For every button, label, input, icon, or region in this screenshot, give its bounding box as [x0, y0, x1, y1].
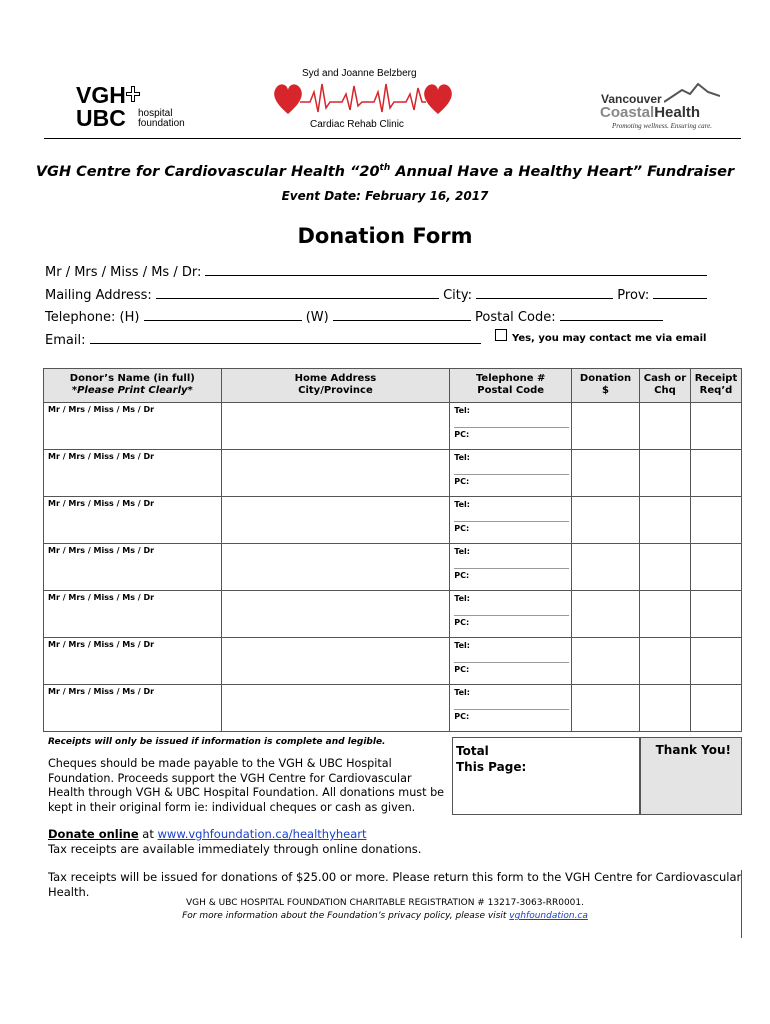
donor-name-cell[interactable]: Mr / Mrs / Miss / Ms / Dr: [44, 450, 222, 497]
table-row: [44, 450, 742, 497]
charitable-registration: VGH & UBC HOSPITAL FOUNDATION CHARITABLE REGISTRATION # 13217-3063-RR0001.: [186, 898, 584, 908]
mountain-icon: [664, 82, 720, 104]
vgh-logo-small1: hospital: [138, 108, 173, 119]
table-row: [44, 544, 742, 591]
table-row: [44, 638, 742, 685]
plus-icon: [126, 86, 140, 102]
address-cell[interactable]: [221, 638, 450, 685]
donation-cell[interactable]: [572, 685, 640, 732]
donor-name-cell[interactable]: Mr / Mrs / Miss / Ms / Dr: [44, 497, 222, 544]
heartbeat-icon: [270, 80, 456, 118]
donor-name-cell[interactable]: Mr / Mrs / Miss / Ms / Dr: [44, 638, 222, 685]
cardiac-logo-bottom: Cardiac Rehab Clinic: [310, 119, 404, 130]
donate-online-line: Donate online at www.vghfoundation.ca/healthyheart: [48, 827, 367, 841]
vgh-ubc-logo: [76, 84, 196, 132]
address-cell[interactable]: [221, 450, 450, 497]
telephone-cell[interactable]: Tel: PC:: [450, 638, 572, 685]
mailing-label: Mailing Address:: [45, 288, 152, 303]
tax-receipt-info: Tax receipts will be issued for donations of $25.00 or more. Please return this form to the VGH Centre for Cardiovascular Health.: [48, 870, 742, 899]
donate-online-label: Donate online: [48, 827, 139, 841]
address-cell[interactable]: [221, 591, 450, 638]
cardiac-rehab-logo: [270, 66, 456, 136]
donor-name-header: Donor’s Name (in full) *Please Print Clearly*: [44, 369, 222, 403]
cash-cheque-cell[interactable]: [640, 685, 691, 732]
name-label: Mr / Mrs / Miss / Ms / Dr:: [45, 265, 202, 280]
vgh-logo-small2: foundation: [138, 118, 185, 129]
event-date: Event Date: February 16, 2017: [281, 189, 489, 203]
table-row: [44, 403, 742, 450]
vancouver-coastal-health-logo: [598, 82, 722, 132]
vch-logo-line2: CoastalHealth: [600, 104, 701, 121]
donation-cell[interactable]: [572, 403, 640, 450]
cash-cheque-cell[interactable]: [640, 591, 691, 638]
donation-cell[interactable]: [572, 638, 640, 685]
total-label: Total This Page:: [456, 744, 527, 774]
tax-online-note: Tax receipts are available immediately through online donations.: [48, 842, 422, 856]
telephone-header: Telephone # Postal Code: [450, 369, 572, 403]
telephone-cell[interactable]: Tel: PC:: [450, 403, 572, 450]
cardiac-logo-top: Syd and Joanne Belzberg: [302, 68, 417, 79]
telephone-cell[interactable]: Tel: PC:: [450, 544, 572, 591]
postal-code-blank[interactable]: [560, 309, 663, 321]
telephone-cell[interactable]: Tel: PC:: [450, 591, 572, 638]
vgh-logo-line1: VGH: [76, 82, 126, 108]
header-divider: [44, 138, 741, 139]
donor-table: [43, 368, 742, 732]
privacy-link[interactable]: vghfoundation.ca: [509, 911, 588, 921]
cash-cheque-cell[interactable]: [640, 497, 691, 544]
home-address-header: Home Address City/Province: [221, 369, 450, 403]
vch-logo-line1: Vancouver: [601, 92, 662, 106]
cash-cheque-cell[interactable]: [640, 638, 691, 685]
donor-name-cell[interactable]: Mr / Mrs / Miss / Ms / Dr: [44, 591, 222, 638]
table-row: [44, 497, 742, 544]
name-field[interactable]: [45, 264, 707, 280]
address-cell[interactable]: [221, 544, 450, 591]
table-row: [44, 591, 742, 638]
table-row: [44, 685, 742, 732]
donation-cell[interactable]: [572, 497, 640, 544]
telephone-work-label: (W): [305, 310, 329, 325]
telephone-row: [45, 309, 663, 325]
prov-label: Prov:: [617, 288, 650, 303]
donate-online-link[interactable]: www.vghfoundation.ca/healthyheart: [157, 827, 367, 841]
address-cell[interactable]: [221, 497, 450, 544]
receipt-note: Receipts will only be issued if information is complete and legible.: [48, 737, 386, 747]
vch-tagline: Promoting wellness. Ensuring care.: [612, 122, 713, 130]
receipt-cell[interactable]: [690, 685, 741, 732]
mailing-row: [45, 287, 707, 303]
postal-code-label: Postal Code:: [475, 310, 556, 325]
email-label: Email:: [45, 333, 86, 348]
cash-cheque-cell[interactable]: [640, 544, 691, 591]
fundraiser-title: VGH Centre for Cardiovascular Health “20th Annual Have a Healthy Heart” Fundraiser: [35, 163, 735, 180]
table-header-row: [44, 369, 742, 403]
cheques-note: Cheques should be made payable to the VGH & UBC Hospital Foundation. Proceeds support the VGH Centre for Cardiovascular Health through VGH & UBC Hospital Foundation. All donations must be kept in their original form ie: individual cheques or cash as given.: [48, 757, 445, 814]
total-box[interactable]: [452, 737, 640, 815]
donation-cell[interactable]: [572, 544, 640, 591]
city-label: City:: [443, 288, 472, 303]
cash-cheque-cell[interactable]: [640, 450, 691, 497]
receipt-cell[interactable]: [690, 638, 741, 685]
receipt-cell[interactable]: [690, 591, 741, 638]
contact-optin-checkbox[interactable]: [495, 329, 507, 341]
telephone-cell[interactable]: Tel: PC:: [450, 497, 572, 544]
vgh-logo-line2: UBC: [76, 105, 126, 131]
contact-optin-label: Yes, you may contact me via email: [512, 333, 707, 344]
cash-cheque-header: Cash or Chq: [640, 369, 691, 403]
city-blank[interactable]: [476, 287, 613, 299]
name-blank[interactable]: [205, 264, 707, 276]
privacy-note: For more information about the Foundation’s privacy policy, please visit vghfoundation.ca: [182, 911, 588, 921]
receipt-cell[interactable]: [690, 497, 741, 544]
telephone-home-label: Telephone: (H): [45, 310, 140, 325]
thank-you-box: [640, 737, 742, 815]
email-blank[interactable]: [90, 332, 481, 344]
cash-cheque-cell[interactable]: [640, 403, 691, 450]
receipt-header: Receipt Req’d: [690, 369, 741, 403]
address-cell[interactable]: [221, 403, 450, 450]
receipt-cell[interactable]: [690, 403, 741, 450]
receipt-cell[interactable]: [690, 544, 741, 591]
telephone-cell[interactable]: Tel: PC:: [450, 685, 572, 732]
donor-name-cell[interactable]: Mr / Mrs / Miss / Ms / Dr: [44, 685, 222, 732]
page-title: Donation Form: [297, 224, 473, 248]
prov-blank[interactable]: [653, 287, 707, 299]
donation-cell[interactable]: [572, 591, 640, 638]
telephone-cell[interactable]: Tel: PC:: [450, 450, 572, 497]
mailing-blank[interactable]: [156, 287, 439, 299]
donation-header: Donation $: [572, 369, 640, 403]
email-row: [45, 332, 481, 348]
telephone-home-blank[interactable]: [144, 309, 302, 321]
donor-name-cell[interactable]: Mr / Mrs / Miss / Ms / Dr: [44, 544, 222, 591]
donor-name-cell[interactable]: Mr / Mrs / Miss / Ms / Dr: [44, 403, 222, 450]
telephone-work-blank[interactable]: [333, 309, 471, 321]
donation-cell[interactable]: [572, 450, 640, 497]
thank-you-label: Thank You!: [655, 743, 731, 757]
receipt-cell[interactable]: [690, 450, 741, 497]
address-cell[interactable]: [221, 685, 450, 732]
